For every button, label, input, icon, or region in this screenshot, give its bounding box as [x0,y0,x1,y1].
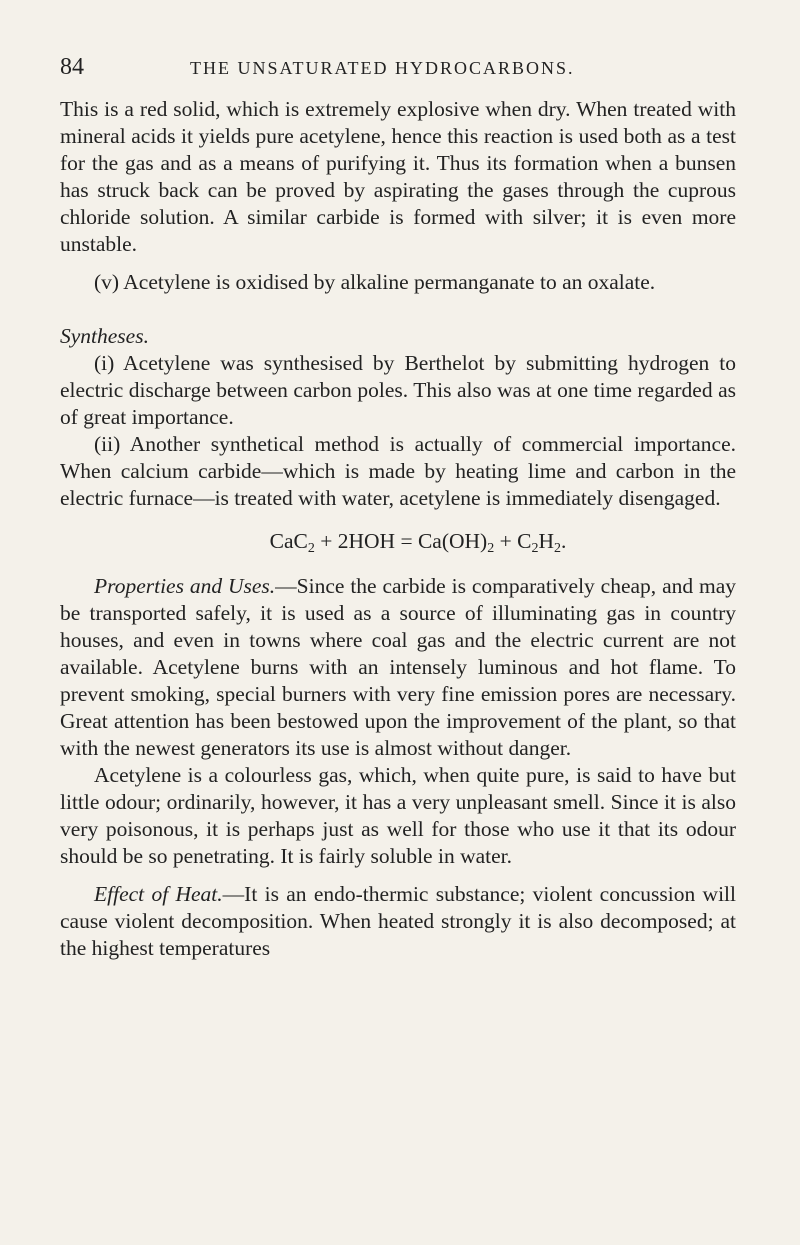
chemical-equation [100,528,736,555]
syntheses-item-1: (i) Acetylene was synthesised by Berthelot by submitting hydrogen to electric discharge between carbon poles. This also was at one time regarded as of great importance. [60,351,736,429]
page-header [60,54,720,84]
properties-body: —Since the carbide is comparatively cheap, and may be transported safely, it is used as a source of illuminating gas in country houses, and even in towns where coal gas and the electric current are not available. Acetylene burns with an intensely luminous and hot flame. To prevent smoking, special burners with very fine emission pores are necessary. Great attention has been bestowed upon the improvement of the plant, so that with the newest generators its use is almost without danger. [60,574,737,760]
eq-subscript: 2 [531,541,539,556]
eq-part: H [538,529,554,553]
page-body [60,96,736,962]
properties-heading: Properties and Uses. [94,574,276,598]
syntheses-heading [60,323,736,350]
eq-subscript: 2 [307,541,315,556]
eq-subscript: 2 [553,541,561,556]
syntheses-heading-text: Syntheses. [60,324,149,348]
heat-paragraph [60,881,736,962]
eq-subscript: 2 [487,541,495,556]
page-number: 84 [60,54,84,80]
eq-part: + 2HOH = Ca(OH) [314,529,488,553]
eq-part: + C [494,529,532,553]
paragraph-red-solid: This is a red solid, which is extremely explosive when dry. When treated with mineral acids it yields pure acetylene, hence this reaction is used both as a test for the gas and as a means of purifying it. Thus its formation when a bunsen has struck back can be proved by aspirating the gases through the cuprous chloride solution. A similar carbide is formed with silver; it is even more unstable. [60,97,736,256]
syntheses-item-2: (ii) Another synthetical method is actually of commercial importance. When calcium carbide—which is made by heating lime and carbon in the electric furnace—is treated with water, acetylene is immediately disengaged. [60,432,736,510]
heat-body: —It is an endo-thermic substance; violent concussion will cause violent decomposition. When heated strongly it is also decomposed; at the highest temperatures [60,882,736,960]
heat-heading: Effect of Heat. [94,882,223,906]
eq-part: . [560,529,567,553]
properties-paragraph [60,573,736,762]
paragraph-oxidised: (v) Acetylene is oxidised by alkaline permanganate to an oxalate. [94,270,656,294]
running-head: THE UNSATURATED HYDROCARBONS. [190,58,575,78]
paragraph-colourless-gas: Acetylene is a colourless gas, which, when quite pure, is said to have but little odour; ordinarily, however, it has a very unpleasant smell. Since it is also very poisonous, it is perhaps just as well for those who use it that its odour should be so penetrating. It is fairly soluble in water. [60,763,736,868]
eq-part: CaC [269,529,308,553]
